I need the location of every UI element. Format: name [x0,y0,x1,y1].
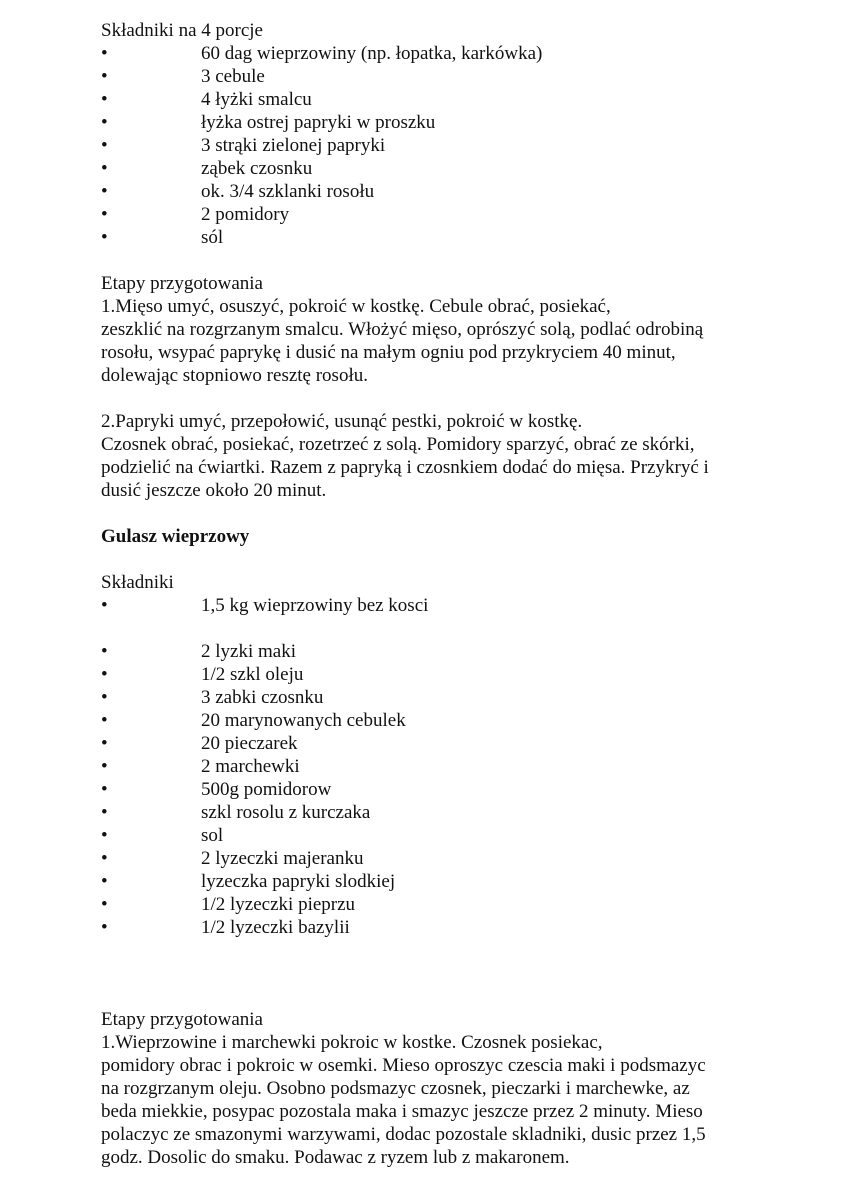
recipe1-step-2 [101,410,761,502]
step-line: Czosnek obrać, posiekać, rozetrzeć z solą. Pomidory sparzyć, obrać ze skórki, [101,434,695,455]
list-item [101,916,761,939]
recipe1-steps-heading: Etapy przygotowania [101,273,263,294]
bullet-icon: • [101,848,108,869]
recipe2-title: Gulasz wieprzowy [101,526,250,547]
ingredient-text: lyzeczka papryki slodkiej [201,871,396,892]
ingredient-text: sól [201,227,224,248]
ingredient-text: 20 pieczarek [201,733,298,754]
list-item [101,801,761,824]
list-item [101,732,761,755]
recipe2-steps-heading: Etapy przygotowania [101,1009,263,1030]
step-line: dolewając stopniowo resztę rosołu. [101,365,368,386]
list-item [101,893,761,916]
list-item [101,870,761,893]
recipe2-ingredients-list [101,640,761,939]
ingredient-text: 1/2 lyzeczki pieprzu [201,894,356,915]
bullet-icon: • [101,89,108,110]
bullet-icon: • [101,733,108,754]
bullet-icon: • [101,204,108,225]
bullet-icon: • [101,227,108,248]
list-item [101,111,761,134]
ingredient-text: 3 strąki zielonej papryki [201,135,386,156]
bullet-icon: • [101,158,108,179]
step-line: zeszklić na rozgrzanym smalcu. Włożyć mięso, oprószyć solą, podlać odrobiną [101,319,704,340]
recipe1-ingredients-heading: Składniki na 4 porcje [101,20,263,41]
list-item [101,203,761,226]
ingredient-text: 60 dag wieprzowiny (np. łopatka, karkówka) [201,43,543,64]
ingredient-text: 3 cebule [201,66,265,87]
step-line: podzielić na ćwiartki. Razem z papryką i czosnkiem dodać do mięsa. Przykryć i [101,457,709,478]
ingredient-text: 2 pomidory [201,204,290,225]
list-item [101,778,761,801]
step-line: Mięso umyć, osuszyć, pokroić w kostkę. Cebule obrać, posiekać, [115,296,611,317]
ingredient-text: 500g pomidorow [201,779,332,800]
step-line: pomidory obrac i pokroic w osemki. Mieso oproszyc czescia maki i podsmazyc [101,1055,706,1076]
ingredient-text: 1/2 lyzeczki bazylii [201,917,350,938]
bullet-icon: • [101,641,108,662]
list-item [101,686,761,709]
recipe1-step-1 [101,295,761,387]
list-item [101,157,761,180]
bullet-icon: • [101,595,108,616]
list-item [101,180,761,203]
step-line: godz. Dosolic do smaku. Podawac z ryzem lub z makaronem. [101,1147,570,1168]
list-item [101,226,761,249]
list-item [101,755,761,778]
bullet-icon: • [101,871,108,892]
bullet-icon: • [101,66,108,87]
step-number: 2. [101,411,116,432]
step-line: na rozgrzanym oleju. Osobno podsmazyc czosnek, pieczarki i marchewke, az [101,1078,690,1099]
step-line: Papryki umyć, przepołowić, usunąć pestki, pokroić w kostkę. [115,411,583,432]
list-item [101,65,761,88]
ingredient-text: 1/2 szkl oleju [201,664,304,685]
bullet-icon: • [101,710,108,731]
bullet-icon: • [101,894,108,915]
step-line: dusić jeszcze około 20 minut. [101,480,327,501]
step-number: 1. [101,296,116,317]
bullet-icon: • [101,825,108,846]
ingredient-text: 2 lyzki maki [201,641,296,662]
recipe1-ingredients-list [101,42,761,249]
bullet-icon: • [101,664,108,685]
bullet-icon: • [101,802,108,823]
ingredient-text: 2 lyzeczki majeranku [201,848,364,869]
list-item [101,594,761,617]
list-item [101,42,761,65]
bullet-icon: • [101,181,108,202]
ingredient-text: 2 marchewki [201,756,300,777]
recipe2-ingredients-heading: Składniki [101,572,174,593]
ingredient-text: 4 łyżki smalcu [201,89,312,110]
step-line: polaczyc ze smazonymi warzywami, dodac pozostale skladniki, dusic przez 1,5 [101,1124,706,1145]
list-item [101,824,761,847]
document-page [101,19,761,1169]
step-line: beda miekkie, posypac pozostala maka i smazyc jeszcze przez 2 minuty. Mieso [101,1101,703,1122]
ingredient-text: sol [201,825,224,846]
bullet-icon: • [101,135,108,156]
list-item [101,847,761,870]
recipe2-step-1 [101,1031,761,1169]
step-line: rosołu, wsypać paprykę i dusić na małym ogniu pod przykryciem 40 minut, [101,342,676,363]
ingredient-text: 3 zabki czosnku [201,687,324,708]
bullet-icon: • [101,779,108,800]
ingredient-text: 20 marynowanych cebulek [201,710,406,731]
list-item [101,640,761,663]
ingredient-text: ok. 3/4 szklanki rosołu [201,181,375,202]
bullet-icon: • [101,112,108,133]
ingredient-text: ząbek czosnku [201,158,313,179]
list-item [101,663,761,686]
bullet-icon: • [101,43,108,64]
bullet-icon: • [101,917,108,938]
list-item [101,134,761,157]
ingredient-text: łyżka ostrej papryki w proszku [201,112,436,133]
list-item [101,88,761,111]
ingredient-text: 1,5 kg wieprzowiny bez kosci [201,595,429,616]
step-number: 1. [101,1032,116,1053]
bullet-icon: • [101,687,108,708]
step-line: Wieprzowine i marchewki pokroic w kostke. Czosnek posiekac, [115,1032,603,1053]
list-item [101,709,761,732]
bullet-icon: • [101,756,108,777]
ingredient-text: szkl rosolu z kurczaka [201,802,371,823]
